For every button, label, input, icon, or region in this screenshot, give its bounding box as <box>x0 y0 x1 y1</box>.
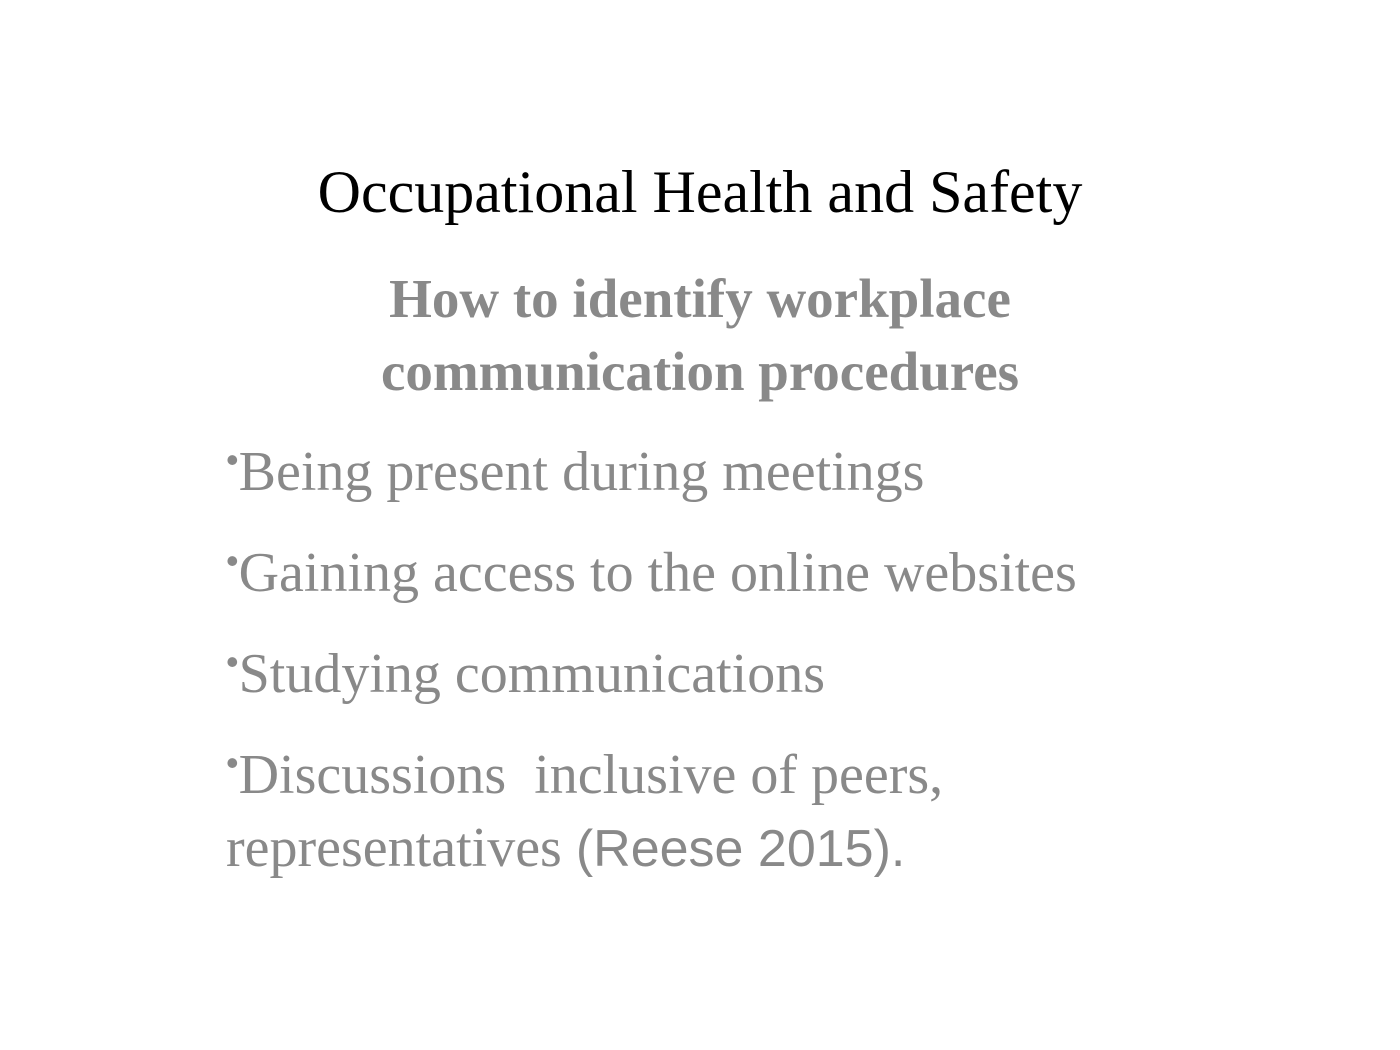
slide-title: Occupational Health and Safety <box>317 159 1083 225</box>
bullet-icon: • <box>226 742 239 783</box>
bullet-icon: • <box>226 641 239 682</box>
bullet-item <box>226 625 1106 711</box>
bullet-item <box>226 726 1106 886</box>
bullet-icon: • <box>226 540 239 581</box>
bullet-text: Discussions inclusive of peers, representatives <box>226 744 958 879</box>
bullet-text: Gaining access to the online websites <box>238 542 1077 604</box>
slide-subtitle: How to identify workplace communication procedures <box>380 268 1020 402</box>
bullet-item <box>226 423 1106 509</box>
citation-text: (Reese 2015). <box>575 820 906 878</box>
bullet-text: Studying communications <box>238 643 826 705</box>
bullet-text: Being present during meetings <box>238 441 925 503</box>
bullet-item <box>226 524 1106 610</box>
bullet-list <box>226 423 1106 901</box>
bullet-icon: • <box>226 439 239 480</box>
